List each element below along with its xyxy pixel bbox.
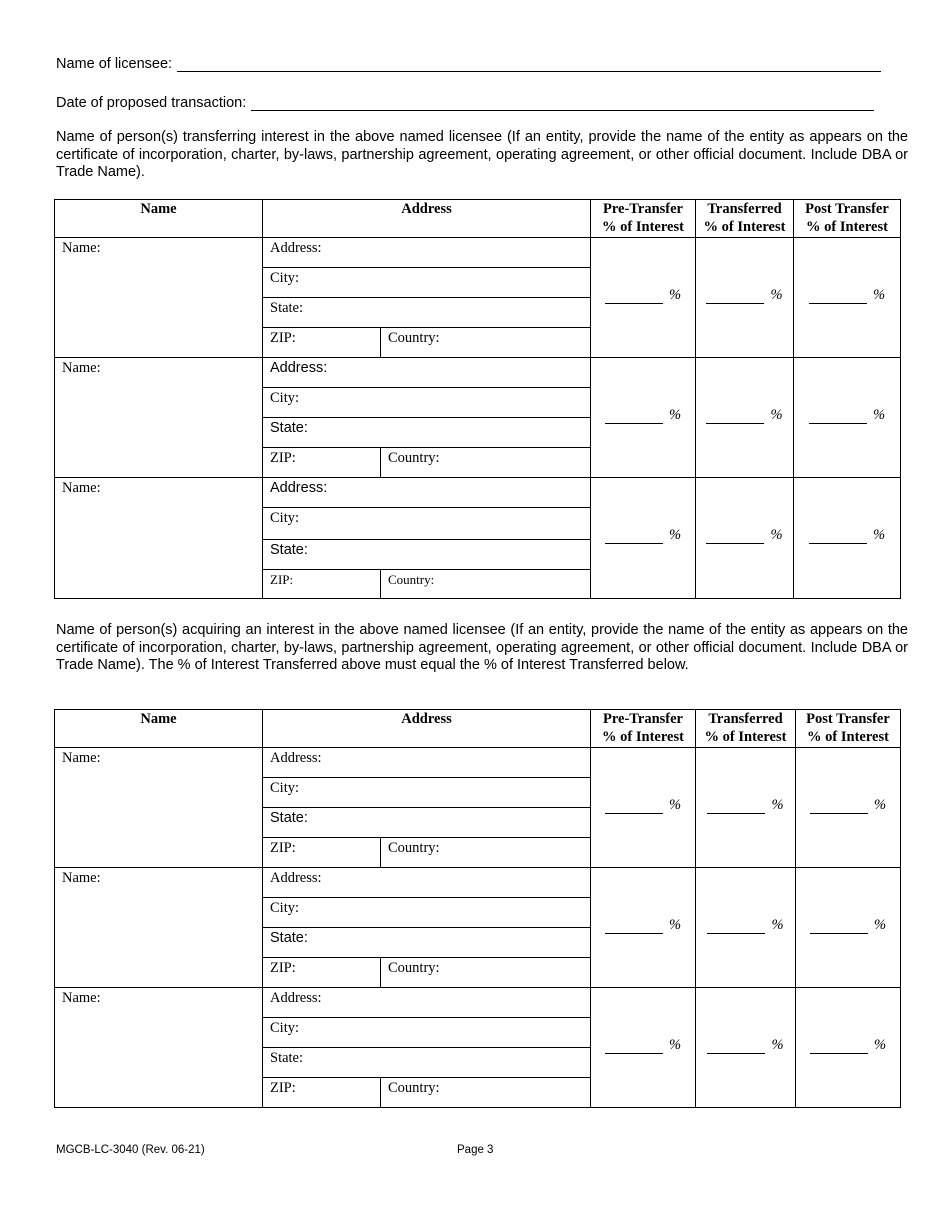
table-header-row [55, 200, 901, 238]
address-cell[interactable]: Address: [263, 868, 591, 898]
licensee-name-label: Name of licensee: [56, 56, 173, 72]
transferred-percent-cell[interactable]: % [696, 988, 796, 1108]
transferred-percent-cell[interactable]: % [696, 358, 794, 478]
city-cell[interactable]: City: [263, 388, 591, 418]
post-transfer-percent-cell[interactable]: % [796, 748, 901, 868]
table-row [55, 358, 901, 388]
name-cell[interactable]: Name: [55, 238, 263, 358]
transferred-percent-cell[interactable]: % [696, 238, 794, 358]
header-name: Name [55, 710, 263, 748]
address-cell[interactable]: Address: [263, 748, 591, 778]
table-row [55, 478, 901, 508]
header-address: Address [263, 200, 591, 238]
licensee-name-input-line[interactable] [177, 57, 881, 72]
transferring-instructions: Name of person(s) transferring interest in the above named licensee (If an entity, provide the name of the entity as appears on the certificate of incorporation, charter, by-laws, partnership agreement, operating agreement, or other official document. Include DBA or Trade Name). [56, 129, 908, 180]
header-name: Name [55, 200, 263, 238]
pre-transfer-percent-cell[interactable]: % [591, 358, 696, 478]
transferred-percent-cell[interactable]: % [696, 478, 794, 599]
country-cell[interactable]: Country: [381, 448, 591, 478]
table-row [55, 238, 901, 268]
transferring-interest-table [54, 199, 901, 599]
zip-cell[interactable]: ZIP: [263, 570, 381, 599]
country-cell[interactable]: Country: [381, 570, 591, 599]
name-cell[interactable]: Name: [55, 988, 263, 1108]
transaction-date-input-line[interactable] [251, 96, 874, 111]
zip-cell[interactable]: ZIP: [263, 838, 381, 868]
acquiring-interest-table [54, 709, 901, 1108]
page-number: Page 3 [457, 1144, 494, 1156]
header-pre-transfer: Pre-Transfer % of Interest [591, 200, 696, 238]
post-transfer-percent-cell[interactable]: % [794, 478, 901, 599]
state-cell[interactable]: State: [263, 1048, 591, 1078]
name-cell[interactable]: Name: [55, 358, 263, 478]
header-post-transfer: Post Transfer % of Interest [796, 710, 901, 748]
transferred-percent-cell[interactable]: % [696, 748, 796, 868]
address-cell[interactable]: Address: [263, 238, 591, 268]
country-cell[interactable]: Country: [381, 838, 591, 868]
zip-cell[interactable]: ZIP: [263, 448, 381, 478]
zip-cell[interactable]: ZIP: [263, 328, 381, 358]
city-cell[interactable]: City: [263, 508, 591, 540]
header-transferred: Transferred % of Interest [696, 200, 794, 238]
address-cell[interactable]: Address: [263, 478, 591, 508]
table-row [55, 868, 901, 898]
header-address: Address [263, 710, 591, 748]
city-cell[interactable]: City: [263, 898, 591, 928]
zip-cell[interactable]: ZIP: [263, 1078, 381, 1108]
table-row [55, 988, 901, 1018]
post-transfer-percent-cell[interactable]: % [796, 868, 901, 988]
pre-transfer-percent-cell[interactable]: % [591, 748, 696, 868]
country-cell[interactable]: Country: [381, 1078, 591, 1108]
pre-transfer-percent-cell[interactable]: % [591, 868, 696, 988]
acquiring-instructions: Name of person(s) acquiring an interest in the above named licensee (If an entity, provide the name of the entity as appears on the certificate of incorporation, charter, by-laws, partnership agreement, operating agreement, or other official document. Include DBA or Trade Name). The % of Interest Transferred above must equal the % of Interest Transferred below. [56, 622, 908, 673]
address-cell[interactable]: Address: [263, 988, 591, 1018]
header-pre-transfer: Pre-Transfer % of Interest [591, 710, 696, 748]
state-cell[interactable]: State: [263, 418, 591, 448]
licensee-name-field [56, 56, 881, 72]
state-cell[interactable]: State: [263, 928, 591, 958]
transaction-date-field [56, 95, 874, 111]
form-id: MGCB-LC-3040 (Rev. 06-21) [56, 1144, 205, 1156]
pre-transfer-percent-cell[interactable]: % [591, 988, 696, 1108]
pre-transfer-percent-cell[interactable]: % [591, 238, 696, 358]
pre-transfer-percent-cell[interactable]: % [591, 478, 696, 599]
city-cell[interactable]: City: [263, 1018, 591, 1048]
header-post-transfer: Post Transfer % of Interest [794, 200, 901, 238]
transaction-date-label: Date of proposed transaction: [56, 95, 247, 111]
post-transfer-percent-cell[interactable]: % [794, 358, 901, 478]
city-cell[interactable]: City: [263, 268, 591, 298]
state-cell[interactable]: State: [263, 808, 591, 838]
post-transfer-percent-cell[interactable]: % [794, 238, 901, 358]
header-transferred: Transferred % of Interest [696, 710, 796, 748]
transferred-percent-cell[interactable]: % [696, 868, 796, 988]
name-cell[interactable]: Name: [55, 868, 263, 988]
country-cell[interactable]: Country: [381, 958, 591, 988]
name-cell[interactable]: Name: [55, 478, 263, 599]
post-transfer-percent-cell[interactable]: % [796, 988, 901, 1108]
table-header-row [55, 710, 901, 748]
country-cell[interactable]: Country: [381, 328, 591, 358]
address-cell[interactable]: Address: [263, 358, 591, 388]
zip-cell[interactable]: ZIP: [263, 958, 381, 988]
table-row [55, 748, 901, 778]
state-cell[interactable]: State: [263, 298, 591, 328]
city-cell[interactable]: City: [263, 778, 591, 808]
name-cell[interactable]: Name: [55, 748, 263, 868]
state-cell[interactable]: State: [263, 540, 591, 570]
